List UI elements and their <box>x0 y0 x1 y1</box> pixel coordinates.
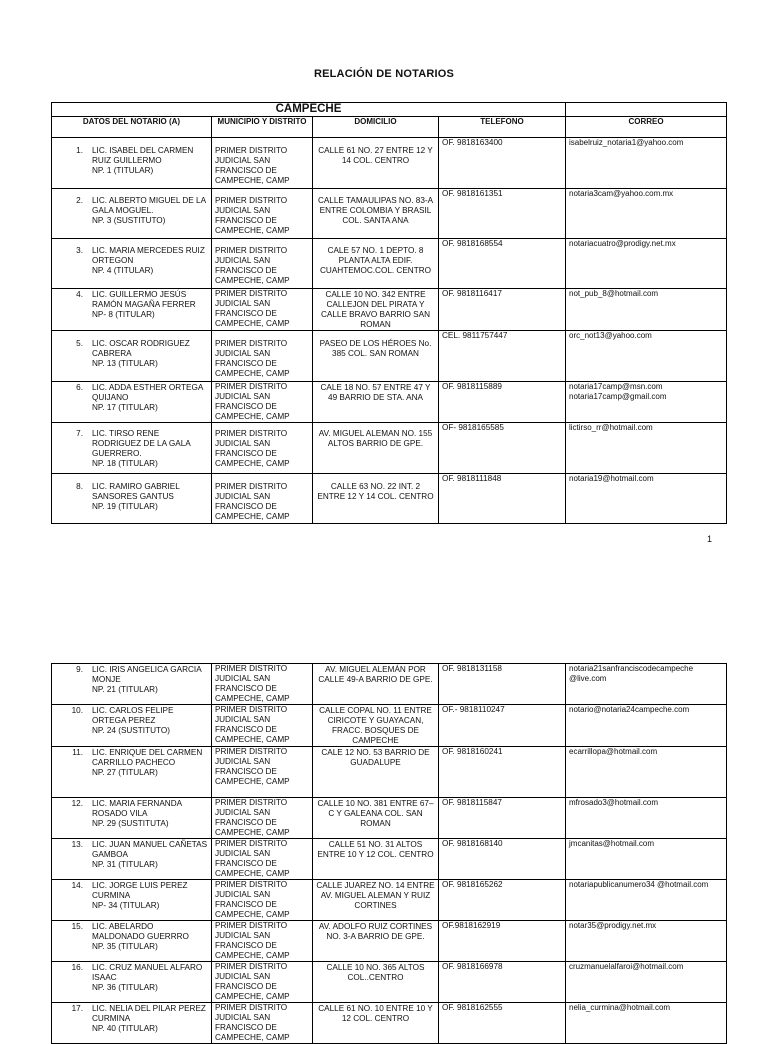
row-number: 15. <box>71 922 83 931</box>
telefono-cell: OF. 9818116417 <box>439 289 566 331</box>
row-number: 10. <box>71 706 83 715</box>
notary-cell <box>52 331 212 382</box>
correo-cell: isabelruiz_notaria1@yahoo.com <box>566 138 727 189</box>
table-row <box>52 289 727 331</box>
telefono-cell: CEL. 9811757447 <box>439 331 566 382</box>
municipio-cell: PRIMER DISTRITO JUDICIAL SAN FRANCISCO DE CAMPECHE, CAMP <box>212 839 313 880</box>
correo-cell: notario@notaria24campeche.com <box>566 705 727 747</box>
table-row <box>52 839 727 880</box>
correo-cell: lictirso_rr@hotmail.com <box>566 423 727 474</box>
notary-cell <box>52 474 212 524</box>
notary-np: NP. 40 (TITULAR) <box>92 1024 158 1033</box>
notary-cell <box>52 798 212 839</box>
correo-cell: cruzmanuelalfaroi@hotmail.com <box>566 962 727 1003</box>
telefono-cell: OF. 9818162555 <box>439 1003 566 1044</box>
telefono-cell: OF. 9818111848 <box>439 474 566 524</box>
municipio-cell: PRIMER DISTRITO JUDICIAL SAN FRANCISCO DE CAMPECHE, CAMP <box>212 382 313 423</box>
table-row <box>52 382 727 423</box>
telefono-cell: OF. 9818160241 <box>439 747 566 798</box>
notary-name: LIC. GUILLERMO JESÚS RAMÓN MAGAÑA FERRER <box>92 290 196 309</box>
domicilio-cell: PASEO DE LOS HÉROES No. 385 COL. SAN ROMAN <box>313 331 439 382</box>
domicilio-cell: CALE 57 NO. 1 DEPTO. 8 PLANTA ALTA EDIF. CUAHTEMOC.COL. CENTRO <box>313 239 439 289</box>
notary-np: NP. 1 (TITULAR) <box>92 166 154 175</box>
domicilio-cell: CALLE 10 NO. 381 ENTRE 67–C Y GALEANA COL. SAN ROMAN <box>313 798 439 839</box>
telefono-cell: OF. 9818115847 <box>439 798 566 839</box>
table-row <box>52 331 727 382</box>
table-row <box>52 664 727 705</box>
telefono-cell: OF. 9818166978 <box>439 962 566 1003</box>
correo-cell: notaria17camp@msn.com notaria17camp@gmail.com <box>566 382 727 423</box>
municipio-cell: PRIMER DISTRITO JUDICIAL SAN FRANCISCO DE CAMPECHE, CAMP <box>212 239 313 289</box>
domicilio-cell: CALLE TAMAULIPAS NO. 83-A ENTRE COLOMBIA Y BRASIL COL. SANTA ANA <box>313 189 439 239</box>
table-row <box>52 138 727 189</box>
domicilio-cell: CALE 12 NO. 53 BARRIO DE GUADALUPE <box>313 747 439 798</box>
notary-cell <box>52 962 212 1003</box>
telefono-cell: OF. 9818161351 <box>439 189 566 239</box>
notary-cell <box>52 138 212 189</box>
notary-np: NP. 36 (TITULAR) <box>92 983 158 992</box>
table-row <box>52 705 727 747</box>
domicilio-cell: CALLE JUAREZ NO. 14 ENTRE AV. MIGUEL ALEMAN Y RUIZ CORTINES <box>313 880 439 921</box>
notary-cell <box>52 189 212 239</box>
domicilio-cell: CALLE COPAL NO. 11 ENTRE CIRICOTE Y GUAYACAN, FRACC. BOSQUES DE CAMPECHE <box>313 705 439 747</box>
correo-cell: notaria19@hotmail.com <box>566 474 727 524</box>
notary-cell <box>52 839 212 880</box>
notary-np: NP. 21 (TITULAR) <box>92 685 158 694</box>
notary-np: NP. 29 (SUSTITUTA) <box>92 819 169 828</box>
notary-np: NP. 35 (TITULAR) <box>92 942 158 951</box>
notary-name: LIC. JORGE LUIS PEREZ CURMINA <box>92 881 188 900</box>
municipio-cell: PRIMER DISTRITO JUDICIAL SAN FRANCISCO DE CAMPECHE, CAMP <box>212 423 313 474</box>
telefono-cell: OF.9818162919 <box>439 921 566 962</box>
notary-np: NP. 4 (TITULAR) <box>92 266 154 275</box>
telefono-cell: OF. 9818168140 <box>439 839 566 880</box>
header-municipio: MUNICIPIO Y DISTRITO <box>212 117 313 138</box>
municipio-cell: PRIMER DISTRITO JUDICIAL SAN FRANCISCO DE CAMPECHE, CAMP <box>212 138 313 189</box>
domicilio-cell: CALLE 10 NO. 342 ENTRE CALLEJON DEL PIRATA Y CALLE BRAVO BARRIO SAN ROMAN <box>313 289 439 331</box>
table-row <box>52 962 727 1003</box>
table-row <box>52 921 727 962</box>
notary-np: NP. 31 (TITULAR) <box>92 860 158 869</box>
notary-cell <box>52 382 212 423</box>
notary-np: NP- 34 (TITULAR) <box>92 901 160 910</box>
row-number: 2. <box>76 196 83 205</box>
row-number: 3. <box>76 246 83 255</box>
domicilio-cell: AV. ADOLFO RUIZ CORTINES NO. 3-A BARRIO DE GPE. <box>313 921 439 962</box>
municipio-cell: PRIMER DISTRITO JUDICIAL SAN FRANCISCO DE CAMPECHE, CAMP <box>212 798 313 839</box>
notary-np: NP. 27 (TITULAR) <box>92 768 158 777</box>
table-row <box>52 1003 727 1044</box>
notary-name: LIC. MARIA MERCEDES RUIZ ORTEGON <box>92 246 205 265</box>
row-number: 12. <box>71 799 83 808</box>
notary-name: LIC. ADDA ESTHER ORTEGA QUIJANO <box>92 383 203 402</box>
notary-name: LIC. IRIS ANGELICA GARCIA MONJE <box>92 665 202 684</box>
table-row <box>52 747 727 798</box>
page-number: 1 <box>707 534 713 544</box>
domicilio-cell: CALLE 61 NO. 27 ENTRE 12 Y 14 COL. CENTRO <box>313 138 439 189</box>
document-title: RELACIÓN DE NOTARIOS <box>313 68 455 80</box>
table-row <box>52 189 727 239</box>
header-domicilio: DOMICILIO <box>313 117 439 138</box>
table-row <box>52 798 727 839</box>
correo-cell: ecarrillopa@hotmail.com <box>566 747 727 798</box>
municipio-cell: PRIMER DISTRITO JUDICIAL SAN FRANCISCO DE CAMPECHE, CAMP <box>212 747 313 798</box>
telefono-cell: OF. 9818168554 <box>439 239 566 289</box>
correo-cell: jmcanitas@hotmail.com <box>566 839 727 880</box>
telefono-cell: OF. 9818131158 <box>439 664 566 705</box>
row-number: 7. <box>76 429 83 438</box>
notary-name: LIC. TIRSO RENE RODRIGUEZ DE LA GALA GUERRERO. <box>92 429 191 458</box>
header-notario: DATOS DEL NOTARIO (A) <box>52 117 212 138</box>
notaries-table-page2 <box>51 663 727 1044</box>
row-number: 14. <box>71 881 83 890</box>
table-row <box>52 239 727 289</box>
row-number: 5. <box>76 339 83 348</box>
municipio-cell: PRIMER DISTRITO JUDICIAL SAN FRANCISCO DE CAMPECHE, CAMP <box>212 189 313 239</box>
row-number: 11. <box>72 748 83 757</box>
row-number: 1. <box>76 146 83 155</box>
notary-cell <box>52 880 212 921</box>
telefono-cell: OF- 9818165585 <box>439 423 566 474</box>
row-number: 8. <box>76 482 83 491</box>
telefono-cell: OF. 9818165262 <box>439 880 566 921</box>
notary-name: LIC. JUAN MANUEL CAÑETAS GAMBOA <box>92 840 208 859</box>
row-number: 9. <box>76 665 83 674</box>
table-row <box>52 474 727 524</box>
notary-np: NP. 13 (TITULAR) <box>92 359 158 368</box>
notary-np: NP. 19 (TITULAR) <box>92 502 158 511</box>
notary-name: LIC. ENRIQUE DEL CARMEN CARRILLO PACHECO <box>92 748 203 767</box>
row-number: 16. <box>71 963 83 972</box>
correo-cell: not_pub_8@hotmail.com <box>566 289 727 331</box>
notary-name: LIC. MARIA FERNANDA ROSADO VILA <box>92 799 182 818</box>
header-telefono: TELEFONO <box>439 117 566 138</box>
row-number: 6. <box>76 383 83 392</box>
municipio-cell: PRIMER DISTRITO JUDICIAL SAN FRANCISCO DE CAMPECHE, CAMP <box>212 474 313 524</box>
correo-cell: orc_not13@yahoo.com <box>566 331 727 382</box>
notary-np: NP- 8 (TITULAR) <box>92 310 155 319</box>
municipio-cell: PRIMER DISTRITO JUDICIAL SAN FRANCISCO DE CAMPECHE, CAMP <box>212 664 313 705</box>
row-number: 13. <box>71 840 83 849</box>
row-number: 4. <box>76 290 83 299</box>
correo-cell: notariapublicanumero34 @hotmail.com <box>566 880 727 921</box>
notary-cell <box>52 747 212 798</box>
notary-cell <box>52 705 212 747</box>
notary-name: LIC. NELIA DEL PILAR PEREZ CURMINA <box>92 1004 206 1023</box>
notary-np: NP. 17 (TITULAR) <box>92 403 158 412</box>
domicilio-cell: CALLE 51 NO. 31 ALTOS ENTRE 10 Y 12 COL. CENTRO <box>313 839 439 880</box>
municipio-cell: PRIMER DISTRITO JUDICIAL SAN FRANCISCO DE CAMPECHE, CAMP <box>212 921 313 962</box>
municipio-cell: PRIMER DISTRITO JUDICIAL SAN FRANCISCO DE CAMPECHE, CAMP <box>212 705 313 747</box>
notary-cell <box>52 1003 212 1044</box>
notary-name: LIC. CARLOS FELIPE ORTEGA PEREZ <box>92 706 174 725</box>
notary-name: LIC. ALBERTO MIGUEL DE LA GALA MOGUEL. <box>92 196 206 215</box>
correo-cell: notaria3cam@yahoo.com.mx <box>566 189 727 239</box>
notary-cell <box>52 239 212 289</box>
row-number: 17. <box>71 1004 83 1013</box>
domicilio-cell: CALLE 10 NO. 365 ALTOS COL..CENTRO <box>313 962 439 1003</box>
notary-name: LIC. CRUZ MANUEL ALFARO ISAAC <box>92 963 203 982</box>
correo-cell: nelia_curmina@hotmail.com <box>566 1003 727 1044</box>
correo-cell: mfrosado3@hotmail.com <box>566 798 727 839</box>
correo-cell: notariacuatro@prodigy.net.mx <box>566 239 727 289</box>
notary-name: LIC. ISABEL DEL CARMEN RUIZ GUILLERMO <box>92 146 194 165</box>
municipio-cell: PRIMER DISTRITO JUDICIAL SAN FRANCISCO DE CAMPECHE, CAMP <box>212 880 313 921</box>
notary-name: LIC. ABELARDO MALDONADO GUERRRO <box>92 922 189 941</box>
caption-blank-cell <box>566 103 727 117</box>
header-correo: CORREO <box>566 117 727 138</box>
notary-name: LIC. OSCAR RODRIGUEZ CABRERA <box>92 339 190 358</box>
domicilio-cell: CALLE 63 NO. 22 INT. 2 ENTRE 12 Y 14 COL. CENTRO <box>313 474 439 524</box>
notaries-table-page1 <box>51 102 727 524</box>
domicilio-cell: CALE 18 NO. 57 ENTRE 47 Y 49 BARRIO DE STA. ANA <box>313 382 439 423</box>
notary-name: LIC. RAMIRO GABRIEL SANSORES GANTUS <box>92 482 180 501</box>
domicilio-cell: AV. MIGUEL ALEMÁN POR CALLE 49-A BARRIO DE GPE. <box>313 664 439 705</box>
table-row <box>52 880 727 921</box>
telefono-cell: OF. 9818163400 <box>439 138 566 189</box>
notary-cell <box>52 921 212 962</box>
municipio-cell: PRIMER DISTRITO JUDICIAL SAN FRANCISCO DE CAMPECHE, CAMP <box>212 962 313 1003</box>
domicilio-cell: AV. MIGUEL ALEMAN NO. 155 ALTOS BARRIO DE GPE. <box>313 423 439 474</box>
notary-cell <box>52 423 212 474</box>
correo-cell: notaria21sanfranciscodecampeche @live.com <box>566 664 727 705</box>
domicilio-cell: CALLE 61 NO. 10 ENTRE 10 Y 12 COL. CENTRO <box>313 1003 439 1044</box>
notary-cell <box>52 289 212 331</box>
telefono-cell: OF.- 9818110247 <box>439 705 566 747</box>
municipio-cell: PRIMER DISTRITO JUDICIAL SAN FRANCISCO DE CAMPECHE, CAMP <box>212 289 313 331</box>
notary-np: NP. 18 (TITULAR) <box>92 459 158 468</box>
notary-np: NP. 24 (SUSTITUTO) <box>92 726 170 735</box>
notary-np: NP. 3 (SUSTITUTO) <box>92 216 166 225</box>
correo-cell: notar35@prodigy.net.mx <box>566 921 727 962</box>
telefono-cell: OF. 9818115889 <box>439 382 566 423</box>
table-caption: CAMPECHE <box>52 103 566 117</box>
municipio-cell: PRIMER DISTRITO JUDICIAL SAN FRANCISCO DE CAMPECHE, CAMP <box>212 1003 313 1044</box>
notary-cell <box>52 664 212 705</box>
municipio-cell: PRIMER DISTRITO JUDICIAL SAN FRANCISCO DE CAMPECHE, CAMP <box>212 331 313 382</box>
table-row <box>52 423 727 474</box>
